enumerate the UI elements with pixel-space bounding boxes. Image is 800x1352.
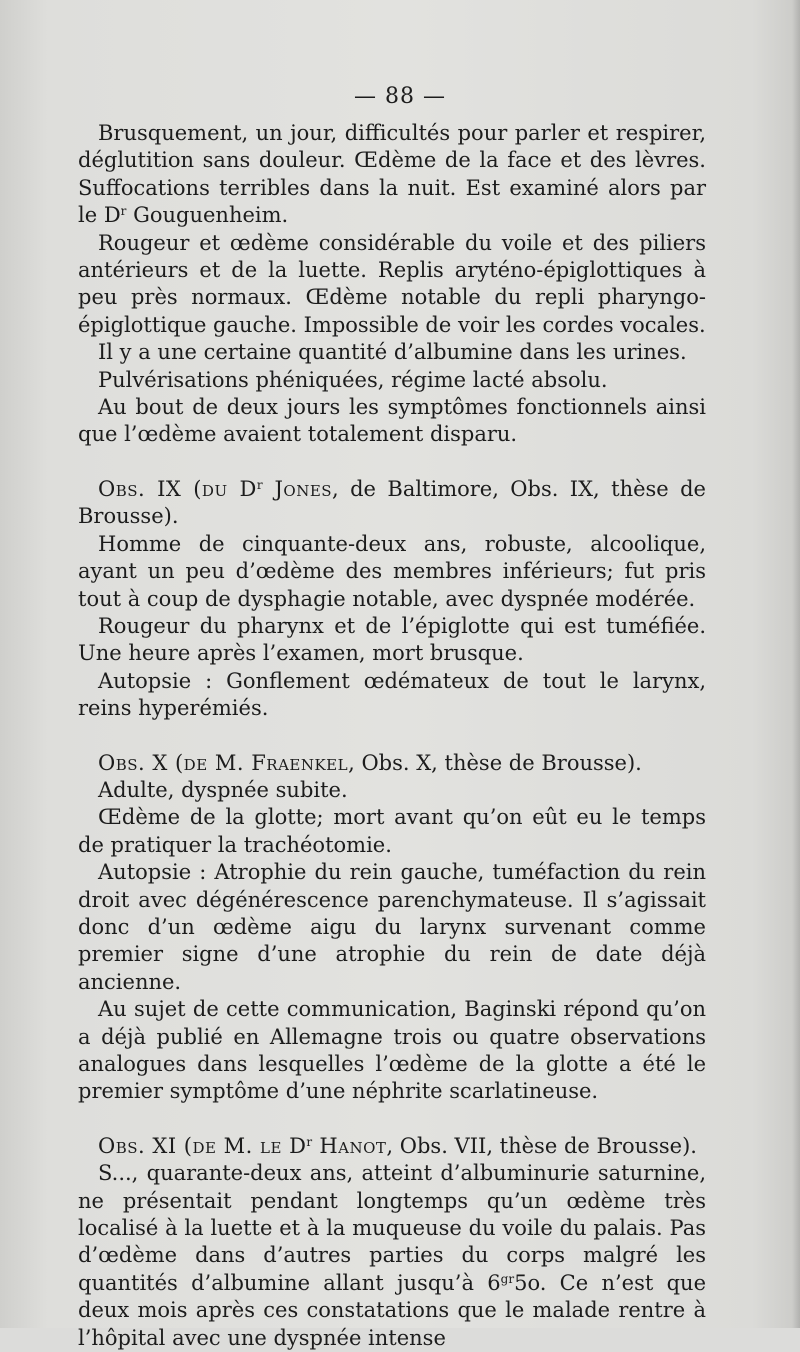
paragraph: Pulvérisations phéniquées, régime lacté absolu. <box>98 367 608 392</box>
paragraph: Rougeur du pharynx et de l’épiglotte qui est tuméfiée. Une heure après l’examen, mort brusque. <box>78 613 706 666</box>
heading-suffix: , de Baltimore, Obs. IX, thèse de Brousse). <box>78 476 706 529</box>
author-name: Jones <box>262 476 333 501</box>
paragraph: Œdème de la glotte; mort avant qu’on eût eu le temps de pratiquer la trachéotomie. <box>78 805 706 857</box>
paragraph-text: S..., quarante-deux ans, atteint d’albuminurie saturnine, ne présentait pendant longtemps qu’un œdème très localisé à la luette et à la muqueuse du voile du palais. Pas d’œdème dans d’autres parties du corps malgré les quantités d’albumine allant jusqu’à 6 <box>78 1161 706 1295</box>
author-name: Fraenkel <box>251 750 349 775</box>
superscript: r <box>256 477 263 492</box>
paragraph <box>78 1160 706 1352</box>
heading-suffix: , Obs. X, thèse de Brousse). <box>348 750 642 775</box>
paragraph-text: 5o. Ce n’est que deux mois après ces constatations que le malade rentre à l’hôpital avec une dyspnée intense <box>78 1270 706 1350</box>
page-edge-shadow <box>792 0 800 1328</box>
observation-heading <box>78 1133 706 1160</box>
paragraph-text: Brusquement, un jour, difficultés pour parler et respirer, déglutition sans douleur. Œdème de la face et des lèvres. Suffocations terribles dans la nuit. Est examiné alors par le D <box>78 121 706 228</box>
page-number: — 88 — <box>354 84 446 109</box>
heading-prefix: Obs. IX (du D <box>98 476 257 501</box>
heading-prefix: Obs. X (de M. <box>98 750 252 775</box>
superscript: r <box>120 204 127 219</box>
paragraph: Autopsie : Gonflement œdémateux de tout le larynx, reins hyperémiés. <box>78 668 706 721</box>
body-text <box>78 120 706 1352</box>
heading-prefix: Obs. XI (de M. le D <box>98 1133 307 1158</box>
paragraph <box>78 120 706 230</box>
heading-suffix: , Obs. VII, thèse de Brousse). <box>386 1133 697 1158</box>
paragraph: Rougeur et œdème considérable du voile et des piliers antérieurs et de la luette. Replis aryténo-épiglottiques à peu près normaux. Œdème notable du repli pharyngo-épiglottique gauche. Impossible de voir les cordes vocales. <box>78 230 706 337</box>
superscript: gr <box>500 1271 515 1286</box>
superscript: r <box>306 1134 313 1149</box>
paragraph: Au bout de deux jours les symptômes fonctionnels ainsi que l’œdème avaient totalement disparu. <box>78 395 706 447</box>
observation-heading <box>78 750 706 777</box>
paragraph: Adulte, dyspnée subite. <box>98 777 348 802</box>
observation-heading <box>78 476 706 531</box>
paragraph: Il y a une certaine quantité d’albumine dans les urines. <box>98 340 687 365</box>
author-name: Hanot <box>312 1133 387 1158</box>
paragraph: Homme de cinquante-deux ans, robuste, alcoolique, ayant un peu d’œdème des membres inférieurs; fut pris tout à coup de dysphagie notable, avec dyspnée modérée. <box>78 531 706 611</box>
paragraph: Autopsie : Atrophie du rein gauche, tuméfaction du rein droit avec dégénérescence parenchymateuse. Il s’agissait donc d’un œdème aigu du larynx survenant comme premier signe d’une atrophie du rein de date déjà ancienne. <box>78 860 706 994</box>
paragraph: Au sujet de cette communication, Baginski répond qu’on a déjà publié en Allemagne trois ou quatre observations analogues dans lesquelles l’œdème de la glotte a été le premier symptôme d’une néphrite scarlatineuse. <box>78 997 706 1104</box>
paragraph-text: Gouguenheim. <box>126 203 289 228</box>
